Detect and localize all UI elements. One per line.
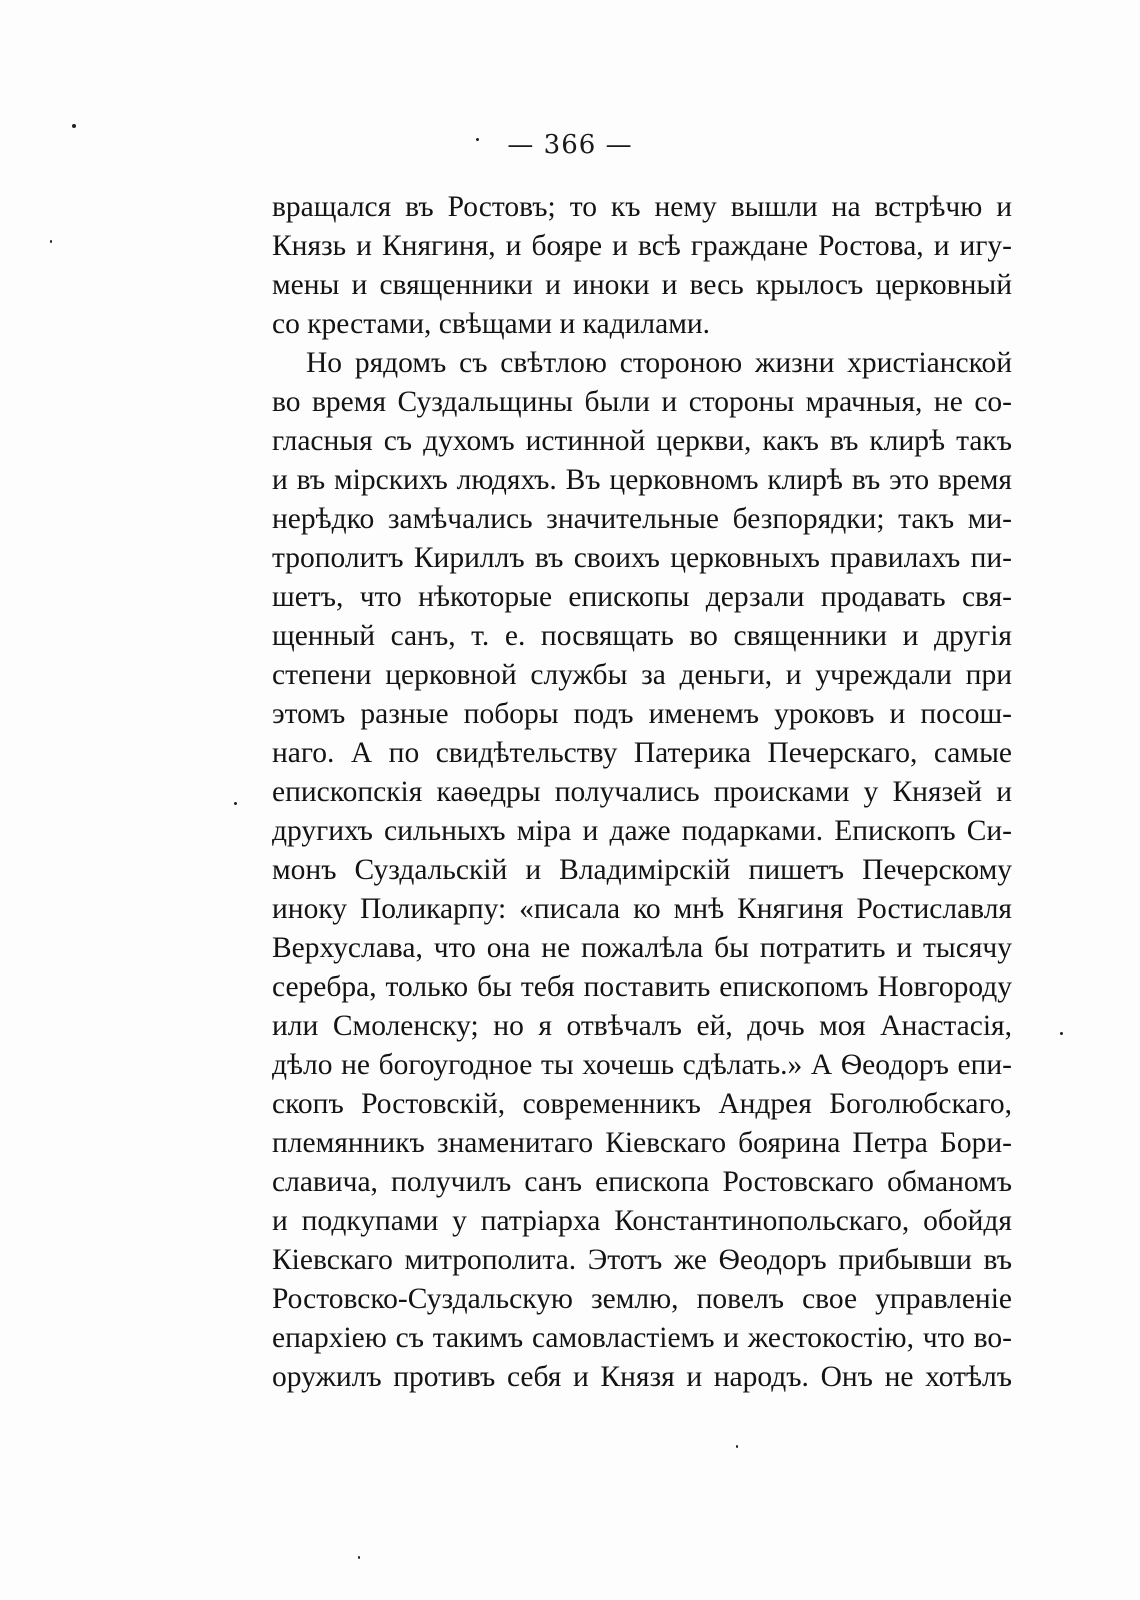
scan-speck [736,1445,738,1448]
scan-speck [476,138,479,141]
text-line: вращался въ Ростовъ; то къ нему вышли на встрѣчю и [272,191,1012,223]
text-line: шетъ, что нѣкоторые епископы дерзали продавать свя- [272,581,1012,613]
text-line: щенный санъ, т. е. посвящать во священники и другія [272,620,1012,652]
scan-speck [72,124,76,128]
text-line: или Смоленску; но я отвѣчалъ ей, дочь моя Анастасія, [272,1010,1012,1042]
text-line: во время Суздальщины были и стороны мрачныя, не со- [272,386,1012,418]
text-line: Верхуслава, что она не пожалѣла бы потратить и тысячу [272,932,1012,964]
body-text [272,188,1012,1397]
text-line: Ростовско-Суздальскую землю, повелъ свое управленіе [272,1283,1012,1315]
text-line: оружилъ противъ себя и Князя и народъ. Онъ не хотѣлъ [272,1361,1012,1393]
text-line: иноку Поликарпу: «писала ко мнѣ Княгиня Ростиславля [272,893,1012,925]
text-line: серебра, только бы тебя поставить епископомъ Новгороду [272,971,1012,1003]
paragraph-2 [272,344,1012,1397]
text-line: и въ мірскихъ людяхъ. Въ церковномъ клирѣ въ это время [272,464,1012,496]
text-line: гласныя съ духомъ истинной церкви, какъ въ клирѣ такъ [272,425,1012,457]
text-line: мены и священники и иноки и весь крылосъ церковный [272,269,1012,301]
text-line: наго. А по свидѣтельству Патерика Печерскаго, самые [272,737,1012,769]
text-line: епархіею съ такимъ самовластіемъ и жестокостію, что во- [272,1322,1012,1354]
text-line: дѣло не богоугодное ты хочешь сдѣлать.» А Ѳеодоръ епи- [272,1049,1012,1081]
text-line: епископскія каѳедры получались происками у Князей и [272,776,1012,808]
text-line: монъ Суздальскій и Владимірскій пишетъ Печерскому [272,854,1012,886]
paragraph-1 [272,188,1012,344]
scan-speck [50,240,52,243]
text-line: этомъ разные поборы подъ именемъ уроковъ и посош- [272,698,1012,730]
text-line: Но рядомъ съ свѣтлою стороною жизни христіанской [306,347,1012,379]
text-line: трополитъ Кириллъ въ своихъ церковныхъ правилахъ пи- [272,542,1012,574]
text-line: скопъ Ростовскій, современникъ Андрея Боголюбскаго, [272,1088,1012,1120]
text-line: другихъ сильныхъ міра и даже подарками. Епископъ Си- [272,815,1012,847]
scan-speck [234,802,237,805]
scan-speck [358,1556,360,1559]
text-line: Кіевскаго митрополита. Этотъ же Ѳеодоръ прибывши въ [272,1244,1012,1276]
text-line: славича, получилъ санъ епископа Ростовскаго обманомъ [272,1166,1012,1198]
text-line: Князь и Княгиня, и бояре и всѣ граждане Ростова, и игу- [272,230,1012,262]
page-number: — 366 — [507,130,633,160]
text-line: и подкупами у патріарха Константинопольскаго, обойдя [272,1205,1012,1237]
text-line: со крестами, свѣщами и кадилами. [272,308,711,340]
text-line: степени церковной службы за деньги, и учреждали при [272,659,1012,691]
text-line: нерѣдко замѣчались значительные безпорядки; такъ ми- [272,503,1012,535]
text-line: племянникъ знаменитаго Кіевскаго боярина Петра Бори- [272,1127,1012,1159]
scan-speck [1060,1032,1063,1035]
